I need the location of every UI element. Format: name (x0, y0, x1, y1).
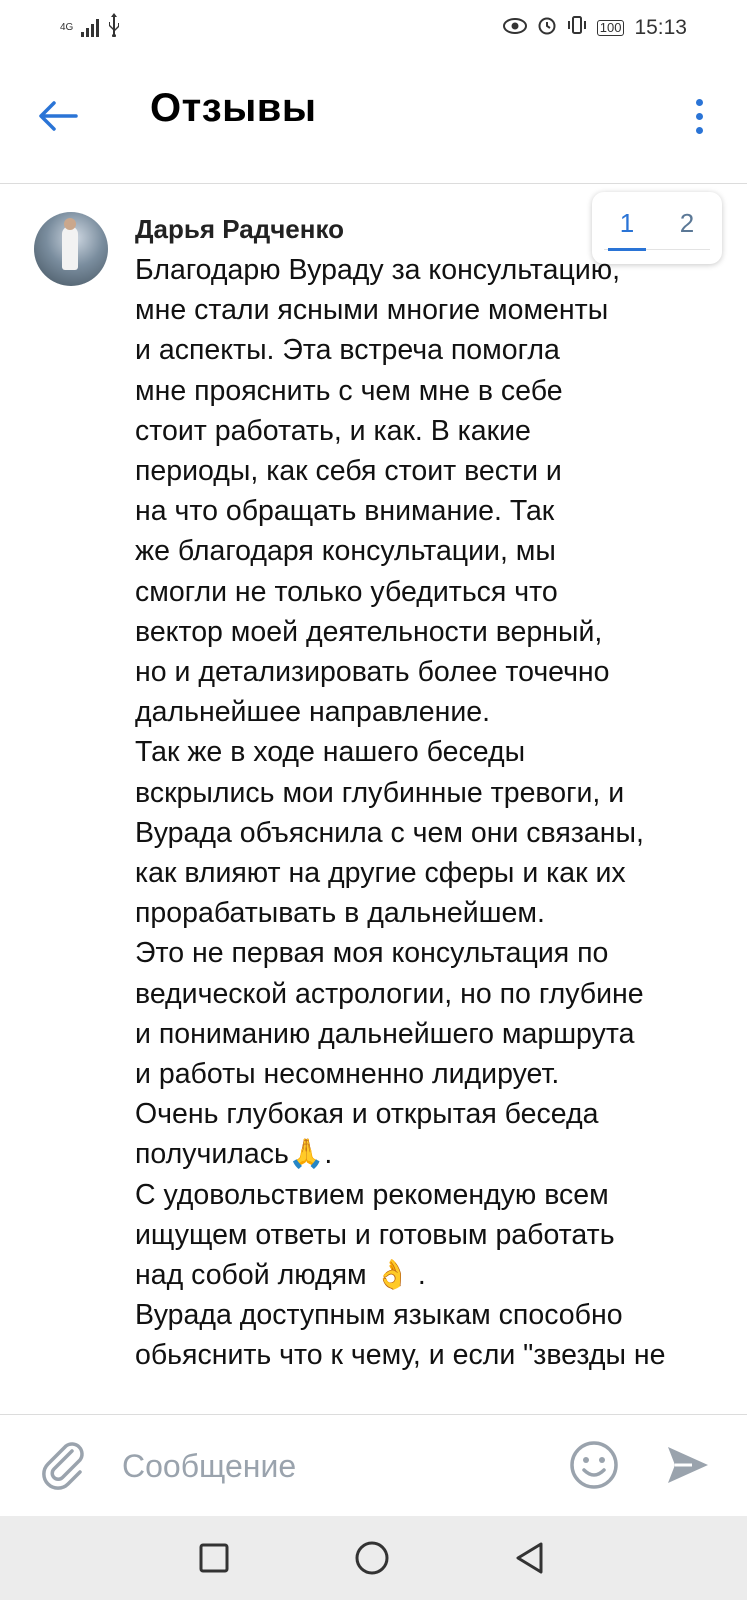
text-line: и пониманию дальнейшего маршрута (135, 1017, 635, 1050)
back-button[interactable] (34, 92, 82, 140)
app-bar (0, 56, 747, 184)
text-line: же благодаря консультации, мы (135, 535, 556, 568)
text-line: и работы несомненно лидирует. (135, 1058, 560, 1091)
clock-time: 15:13 (634, 16, 687, 39)
text-line: вскрылись мои глубинные тревоги, и (135, 776, 625, 809)
text-line: Вурада доступным языкам способно (135, 1299, 623, 1332)
text-line: на что обращать внимание. Так (135, 495, 555, 528)
square-icon (198, 1542, 230, 1574)
text-line: мне стали ясными многие моменты (135, 294, 609, 327)
text-line: обьяснить что к чему, и если "звезды не (135, 1339, 666, 1372)
signal-icon (81, 19, 99, 37)
attach-button[interactable] (36, 1437, 92, 1493)
usb-icon (107, 13, 121, 43)
text-line: вектор моей деятельности верный, (135, 615, 603, 648)
text-line: дальнейшее направление. (135, 696, 491, 729)
status-left (60, 13, 121, 43)
text-line: над собой людям 👌 . (135, 1259, 426, 1292)
alarm-icon (537, 15, 557, 41)
text-line: но и детализировать более точечно (135, 656, 610, 689)
send-button[interactable] (662, 1439, 714, 1491)
arrow-left-icon (38, 100, 78, 132)
text-line: Очень глубокая и открытая беседа (135, 1098, 599, 1131)
send-icon (662, 1439, 714, 1491)
text-line: получилась🙏. (135, 1138, 333, 1171)
more-vertical-icon (696, 99, 703, 106)
text-line: Благодарю Вураду за консультацию, (135, 254, 621, 286)
status-right (503, 15, 687, 41)
recent-apps-button[interactable] (190, 1534, 238, 1582)
author-name[interactable]: Дарья Радченко (135, 214, 345, 244)
review-text (135, 250, 720, 1376)
text-line: прорабатывать в дальнейшем. (135, 897, 545, 930)
system-nav-bar (0, 1516, 747, 1600)
circle-icon (354, 1540, 390, 1576)
home-button[interactable] (348, 1534, 396, 1582)
text-line: как влияют на другие сферы и как их (135, 857, 626, 890)
text-line: ищущем ответы и готовым работать (135, 1218, 615, 1251)
text-line: периоды, как себя стоит вести и (135, 455, 562, 488)
text-line: С удовольствием рекомендую всем (135, 1178, 609, 1211)
text-line: стоит работать, и как. В какие (135, 414, 531, 447)
text-line: Это не первая моя консультация по (135, 937, 609, 970)
page-tab-1[interactable]: 1 (602, 208, 652, 249)
battery-icon: 100 (597, 20, 625, 36)
paperclip-icon (36, 1437, 92, 1493)
text-line: смогли не только убедиться что (135, 575, 558, 608)
page-title: Отзывы (150, 86, 317, 130)
page-tab-2[interactable]: 2 (679, 207, 695, 238)
eye-icon (503, 17, 527, 40)
triangle-back-icon (514, 1541, 546, 1575)
emoji-button[interactable] (566, 1437, 622, 1493)
text-line: Так же в ходе нашего беседы (135, 736, 526, 769)
status-bar (0, 0, 747, 56)
message-composer (0, 1414, 747, 1516)
text-line: мне прояснить с чем мне в себе (135, 374, 563, 407)
more-options-button[interactable] (687, 92, 711, 140)
text-line: и аспекты. Эта встреча помогла (135, 334, 560, 367)
network-type-label: 4G (60, 22, 74, 33)
system-back-button[interactable] (506, 1534, 554, 1582)
text-line: Вурада объяснила с чем они связаны, (135, 816, 644, 849)
vibrate-icon (567, 15, 587, 41)
review-content[interactable] (0, 184, 747, 1414)
message-input[interactable] (120, 1439, 544, 1493)
avatar[interactable] (34, 212, 108, 286)
text-line: ведической астрологии, но по глубине (135, 977, 644, 1010)
smile-icon (566, 1437, 622, 1493)
